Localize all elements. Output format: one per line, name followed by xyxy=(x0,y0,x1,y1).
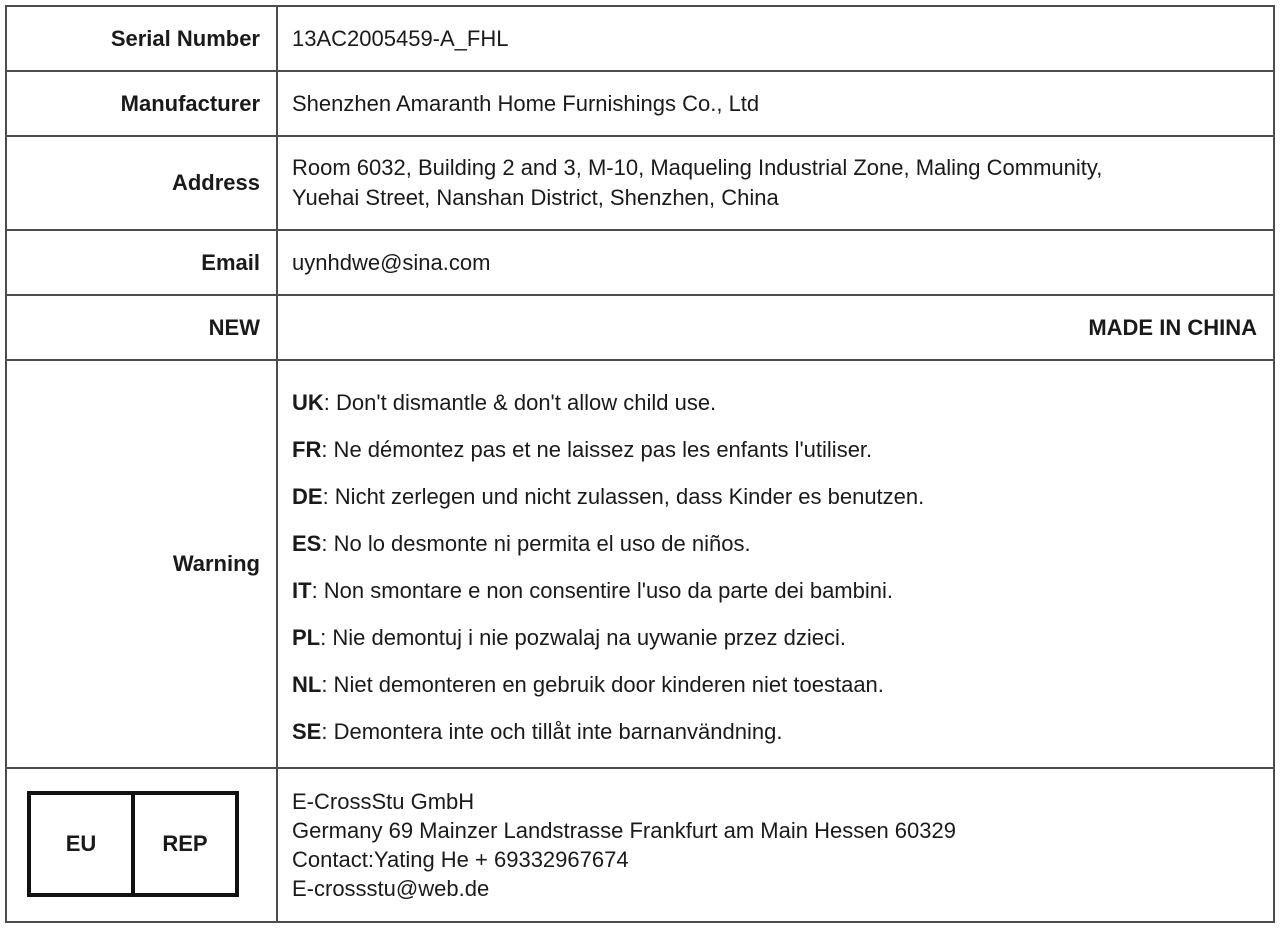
eu-rep-row xyxy=(6,768,1274,922)
serial-number-row xyxy=(6,6,1274,71)
manufacturer-value: Shenzhen Amaranth Home Furnishings Co., Ltd xyxy=(277,71,1274,136)
eu-rep-email: E-crossstu@web.de xyxy=(292,876,490,901)
manufacturer-label: Manufacturer xyxy=(6,71,277,136)
eu-rep-contact: Contact:Yating He + 69332967674 xyxy=(292,847,629,872)
serial-number-label: Serial Number xyxy=(6,6,277,71)
warning-code: PL xyxy=(292,625,321,650)
warning-line-de xyxy=(292,473,1257,520)
eu-rep-company: E-CrossStu GmbH xyxy=(292,789,475,814)
eu-rep-details xyxy=(277,768,1274,922)
eu-rep-symbol-rep: REP xyxy=(162,831,208,856)
warning-text: : Ne démontez pas et ne laissez pas les enfants l'utiliser. xyxy=(321,437,873,462)
address-line-1: Room 6032, Building 2 and 3, M-10, Maqueling Industrial Zone, Maling Community, xyxy=(292,155,1103,180)
address-row xyxy=(6,136,1274,230)
warning-code: IT xyxy=(292,578,312,603)
new-row xyxy=(6,295,1274,360)
eu-rep-symbol-cell xyxy=(6,768,277,922)
warning-line-uk xyxy=(292,379,1257,426)
email-label: Email xyxy=(6,230,277,295)
address-line-2: Yuehai Street, Nanshan District, Shenzhen, China xyxy=(292,185,779,210)
warning-code: UK xyxy=(292,390,324,415)
warning-code: SE xyxy=(292,719,322,744)
warning-list xyxy=(292,361,1257,755)
warning-label: Warning xyxy=(6,360,277,768)
warning-value xyxy=(277,360,1274,768)
made-in-china-value: MADE IN CHINA xyxy=(277,295,1274,360)
warning-code: ES xyxy=(292,531,322,556)
warning-text: : No lo desmonte ni permita el uso de niños. xyxy=(321,531,751,556)
eu-rep-symbol-eu: EU xyxy=(31,795,135,893)
warning-text: : Non smontare e non consentire l'uso da parte dei bambini. xyxy=(311,578,893,603)
warning-row xyxy=(6,360,1274,768)
warning-text: : Don't dismantle & don't allow child use. xyxy=(323,390,717,415)
email-row xyxy=(6,230,1274,295)
warning-line-pl xyxy=(292,614,1257,661)
warning-line-it xyxy=(292,567,1257,614)
warning-line-fr xyxy=(292,426,1257,473)
warning-text: : Nie demontuj i nie pozwalaj na uywanie przez dzieci. xyxy=(320,625,846,650)
eu-rep-symbol xyxy=(27,791,239,897)
new-label: NEW xyxy=(6,295,277,360)
product-label-table xyxy=(5,5,1275,923)
warning-text: : Niet demonteren en gebruik door kinderen niet toestaan. xyxy=(321,672,884,697)
email-value: uynhdwe@sina.com xyxy=(277,230,1274,295)
warning-text: : Nicht zerlegen und nicht zulassen, dass Kinder es benutzen. xyxy=(322,484,925,509)
manufacturer-row xyxy=(6,71,1274,136)
warning-line-nl xyxy=(292,661,1257,708)
warning-line-es xyxy=(292,520,1257,567)
address-value xyxy=(277,136,1274,230)
warning-code: NL xyxy=(292,672,322,697)
warning-code: DE xyxy=(292,484,323,509)
address-label: Address xyxy=(6,136,277,230)
eu-rep-address: Germany 69 Mainzer Landstrasse Frankfurt am Main Hessen 60329 xyxy=(292,818,956,843)
warning-line-se xyxy=(292,708,1257,755)
warning-text: : Demontera inte och tillåt inte barnanvändning. xyxy=(321,719,783,744)
serial-number-value: 13AC2005459-A_FHL xyxy=(277,6,1274,71)
warning-code: FR xyxy=(292,437,322,462)
